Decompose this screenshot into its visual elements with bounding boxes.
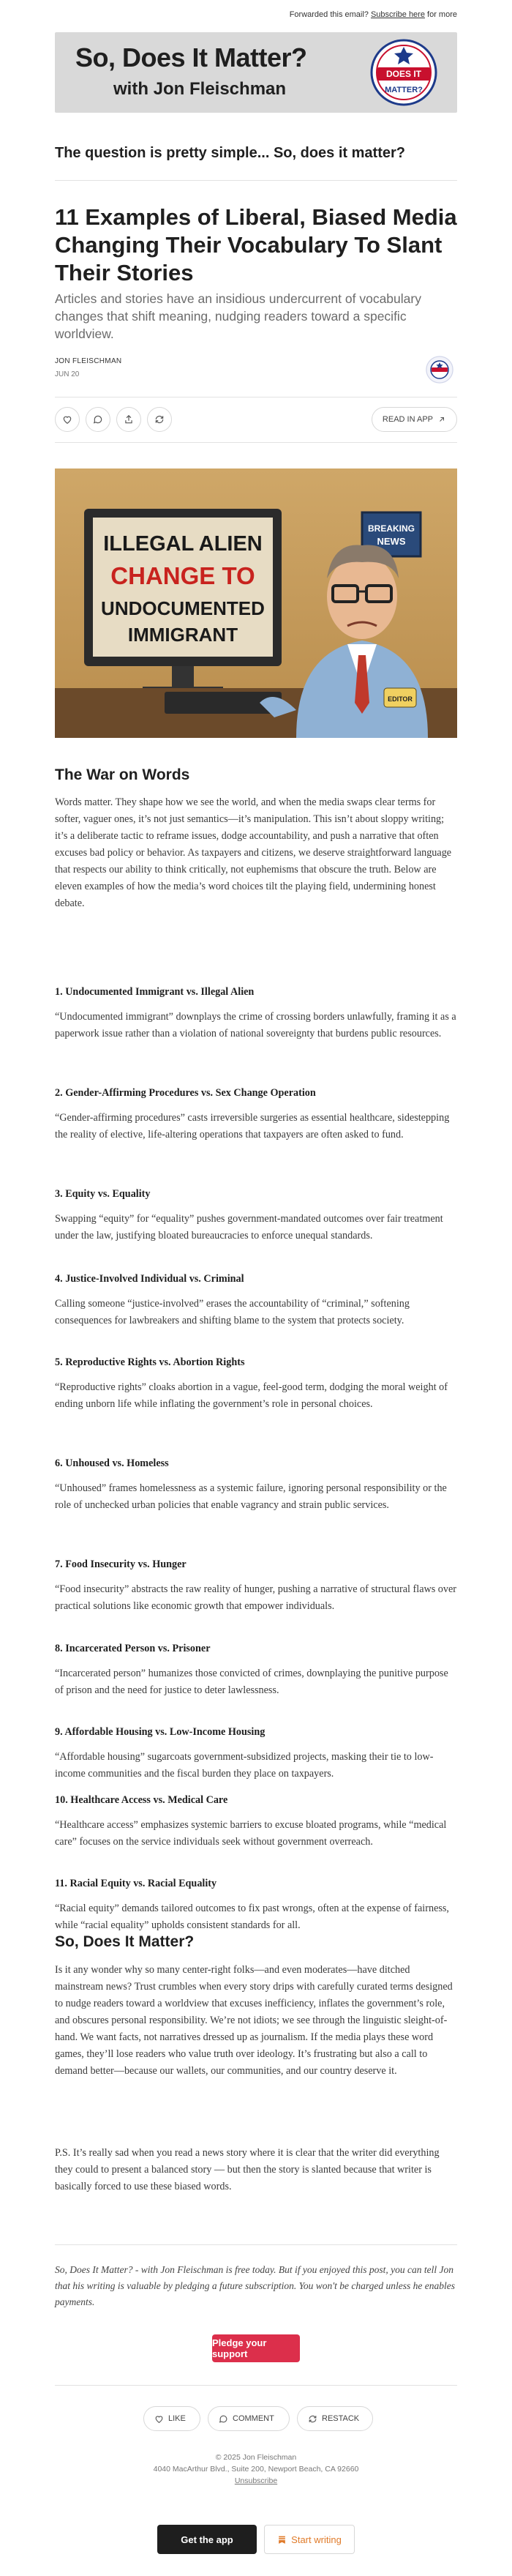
banner-subtitle: with Jon Fleischman bbox=[113, 79, 287, 99]
subscribe-link[interactable]: Subscribe here bbox=[370, 10, 425, 19]
comment-button[interactable] bbox=[86, 407, 110, 432]
example-text: Swapping “equity” for “equality” pushes government-mandated outcomes over fair treatment under the law, justifying bloated bureaucracies to enforce unequal standards. bbox=[55, 1213, 443, 1242]
example-heading: 6. Unhoused vs. Homeless bbox=[55, 1457, 169, 1469]
author-name[interactable]: JON FLEISCHMAN bbox=[55, 357, 122, 365]
restack-button[interactable] bbox=[147, 407, 172, 432]
example-heading: 11. Racial Equity vs. Racial Equality bbox=[55, 1878, 217, 1889]
get-the-app-button[interactable]: Get the app bbox=[157, 2525, 257, 2554]
comment-label: COMMENT bbox=[233, 2414, 274, 2423]
example-heading: 9. Affordable Housing vs. Low-Income Housing bbox=[55, 1726, 266, 1738]
comment-icon bbox=[93, 414, 103, 425]
share-icon bbox=[124, 414, 134, 425]
divider bbox=[55, 180, 457, 181]
like-button[interactable] bbox=[55, 407, 80, 432]
post-title[interactable]: 11 Examples of Liberal, Biased Media Changing Their Vocabulary To Slant Their Stories bbox=[55, 204, 457, 285]
banner-title: So, Does It Matter? bbox=[75, 42, 307, 72]
section-heading-war-on-words: The War on Words bbox=[55, 766, 190, 783]
does-it-matter-badge bbox=[369, 38, 438, 107]
comment-icon bbox=[219, 2414, 228, 2424]
forwarded-prefix: Forwarded this email? bbox=[289, 10, 369, 19]
author-avatar[interactable] bbox=[426, 356, 453, 384]
example-heading: 10. Healthcare Access vs. Medical Care bbox=[55, 1794, 228, 1806]
footer-comment-button[interactable] bbox=[208, 2406, 290, 2431]
example-text: “Racial equity” demands tailored outcomes to fix past wrongs, often at the expense of fairness, while “racial equality” upholds consistent standards for all. bbox=[55, 1903, 449, 1931]
substack-logo-icon bbox=[277, 2535, 287, 2545]
copyright: © 2025 Jon Fleischman bbox=[215, 2453, 297, 2462]
restack-icon bbox=[154, 414, 165, 425]
divider bbox=[55, 2385, 457, 2386]
example-text: “Healthcare access” emphasizes systemic barriers to excuse bloated programs, while “medical care” focuses on the service individuals seek without government overreach. bbox=[55, 1819, 447, 1848]
start-writing-button[interactable] bbox=[264, 2525, 355, 2554]
ps-text: P.S. It’s really sad when you read a news story where it is clear that the writer did everything they could to present a balanced story — but then the story is slanted because that writer is basically forced to use these biased words. bbox=[55, 2147, 440, 2192]
conclusion-paragraph bbox=[55, 1962, 457, 2080]
example-text: “Reproductive rights” cloaks abortion in a vague, feel-good term, dodging the moral weight of ending unborn life while inflating the government’s role in personal choices. bbox=[55, 1381, 448, 1410]
breaking-sign-line1: BREAKING bbox=[367, 523, 415, 534]
read-in-app-label: READ IN APP bbox=[382, 415, 433, 424]
post-actions bbox=[55, 407, 457, 432]
example-heading: 3. Equity vs. Equality bbox=[55, 1188, 151, 1200]
footer-restack-button[interactable] bbox=[297, 2406, 373, 2431]
example-heading: 4. Justice-Involved Individual vs. Criminal bbox=[55, 1273, 244, 1285]
conclusion-text: Is it any wonder why so many center-right folks—and even moderates—have ditched mainstream news? Trust crumbles when every story drips with carefully curated terms designed to nudge readers toward a worldview that excuses inefficiency, inflates the government’s role, and obscures personal responsibility. We’re not idiots; we see through the linguistic sleight-of-hand. We want facts, not narratives dressed up as journalism. If the media plays these word games, they’ll lose readers who value truth over ideology. It’s frustrating but also a call to demand better—because our wallets, our communities, and our country deserve it. bbox=[55, 1964, 453, 2077]
hero-text-line3: UNDOCUMENTED bbox=[101, 597, 265, 619]
like-label: LIKE bbox=[168, 2414, 186, 2423]
newsletter-tagline: The question is pretty simple... So, does it matter? bbox=[55, 145, 405, 161]
example-text: “Undocumented immigrant” downplays the crime of crossing borders unlawfully, framing it as a paperwork issue rather than a violation of national sovereignty that burdens public resources. bbox=[55, 1011, 456, 1039]
forwarded-suffix: for more bbox=[427, 10, 457, 19]
hero-illustration[interactable] bbox=[55, 468, 457, 738]
ps-paragraph bbox=[55, 2145, 457, 2195]
example-text: “Food insecurity” abstracts the raw reality of hunger, pushing a narrative of structural flaws over practical solutions like economic growth that empower individuals. bbox=[55, 1583, 457, 1612]
badge-line-2: MATTER? bbox=[385, 86, 423, 94]
footer-like-button[interactable] bbox=[143, 2406, 200, 2431]
example-text: “Incarcerated person” humanizes those convicted of crimes, downplaying the punitive purpose of prison and the need for justice to deter lawlessness. bbox=[55, 1668, 448, 1696]
badge-line-1: DOES IT bbox=[385, 69, 422, 79]
read-in-app-button[interactable] bbox=[372, 407, 457, 432]
mailing-address: 4040 MacArthur Blvd., Suite 200, Newport Beach, CA 92660 bbox=[153, 2465, 359, 2474]
restack-label: RESTACK bbox=[322, 2414, 360, 2423]
example-heading: 5. Reproductive Rights vs. Abortion Rights bbox=[55, 1356, 245, 1368]
start-writing-label: Start writing bbox=[291, 2534, 342, 2545]
hero-text-line4: IMMIGRANT bbox=[127, 624, 238, 646]
heart-icon bbox=[62, 414, 72, 425]
editor-nameplate: EDITOR bbox=[388, 695, 413, 703]
example-heading: 1. Undocumented Immigrant vs. Illegal Alien bbox=[55, 986, 255, 998]
example-text: Calling someone “justice-involved” erases the accountability of “criminal,” softening consequences for lawbreakers and shifting blame to the system that protects society. bbox=[55, 1298, 410, 1326]
intro-text: Words matter. They shape how we see the world, and when the media swaps clear terms for softer, vaguer ones, it’s not just semantics—it’s manipulation. This isn’t about sloppy writing; it’s a deliberate tactic to reframe issues, dodge accountability, and push a narrative that often excuses bad policy or behavior. As taxpayers and citizens, we deserve straightforward language that respects our ability to think critically, not euphemisms that obscure the truth. Below are eleven examples of how the media’s word choices tilt the playing field, undermining honest debate. bbox=[55, 796, 452, 909]
example-heading: 7. Food Insecurity vs. Hunger bbox=[55, 1558, 187, 1570]
hero-text-line2: CHANGE TO bbox=[110, 562, 255, 589]
section-heading-does-it-matter: So, Does It Matter? bbox=[55, 1933, 195, 1950]
restack-icon bbox=[308, 2414, 317, 2424]
pledge-note: So, Does It Matter? - with Jon Fleischman is free today. But if you enjoyed this post, you can tell Jon that his writing is valuable by pledging a future subscription. You won't be charged unless he enables payments. bbox=[55, 2264, 455, 2307]
share-button[interactable] bbox=[116, 407, 141, 432]
hero-text-line1: ILLEGAL ALIEN bbox=[103, 532, 263, 556]
example-heading: 8. Incarcerated Person vs. Prisoner bbox=[55, 1643, 211, 1654]
arrow-up-right-icon bbox=[437, 415, 446, 424]
pledge-support-button[interactable]: Pledge your support bbox=[212, 2334, 300, 2362]
example-text: “Gender-affirming procedures” casts irreversible surgeries as essential healthcare, sidestepping the reality of elective, life-altering operations that taxpayers are often asked to fund. bbox=[55, 1112, 450, 1140]
unsubscribe-link bbox=[0, 2476, 512, 2485]
divider bbox=[55, 442, 457, 443]
unsubscribe-link-text[interactable]: Unsubscribe bbox=[234, 2476, 278, 2485]
post-date: JUN 20 bbox=[55, 370, 80, 378]
forwarded-notice bbox=[290, 10, 457, 19]
editor-cartoon-image bbox=[55, 468, 457, 738]
example-text: “Unhoused” frames homelessness as a systemic failure, ignoring personal responsibility or the role of unchecked urban policies that enable vagrancy and strain public services. bbox=[55, 1482, 447, 1511]
divider bbox=[55, 2244, 457, 2245]
example-text: “Affordable housing” sugarcoats government-subsidized projects, masking their tie to low-income communities and the fiscal burden they place on taxpayers. bbox=[55, 1751, 434, 1780]
newsletter-banner[interactable] bbox=[55, 32, 457, 113]
post-subtitle: Articles and stories have an insidious undercurrent of vocabulary changes that shift meaning, nudging readers toward a specific worldview. bbox=[55, 291, 421, 341]
breaking-sign-line2: NEWS bbox=[377, 536, 406, 547]
example-heading: 2. Gender-Affirming Procedures vs. Sex Change Operation bbox=[55, 1087, 316, 1099]
heart-icon bbox=[154, 2414, 164, 2424]
intro-paragraph bbox=[55, 794, 457, 912]
